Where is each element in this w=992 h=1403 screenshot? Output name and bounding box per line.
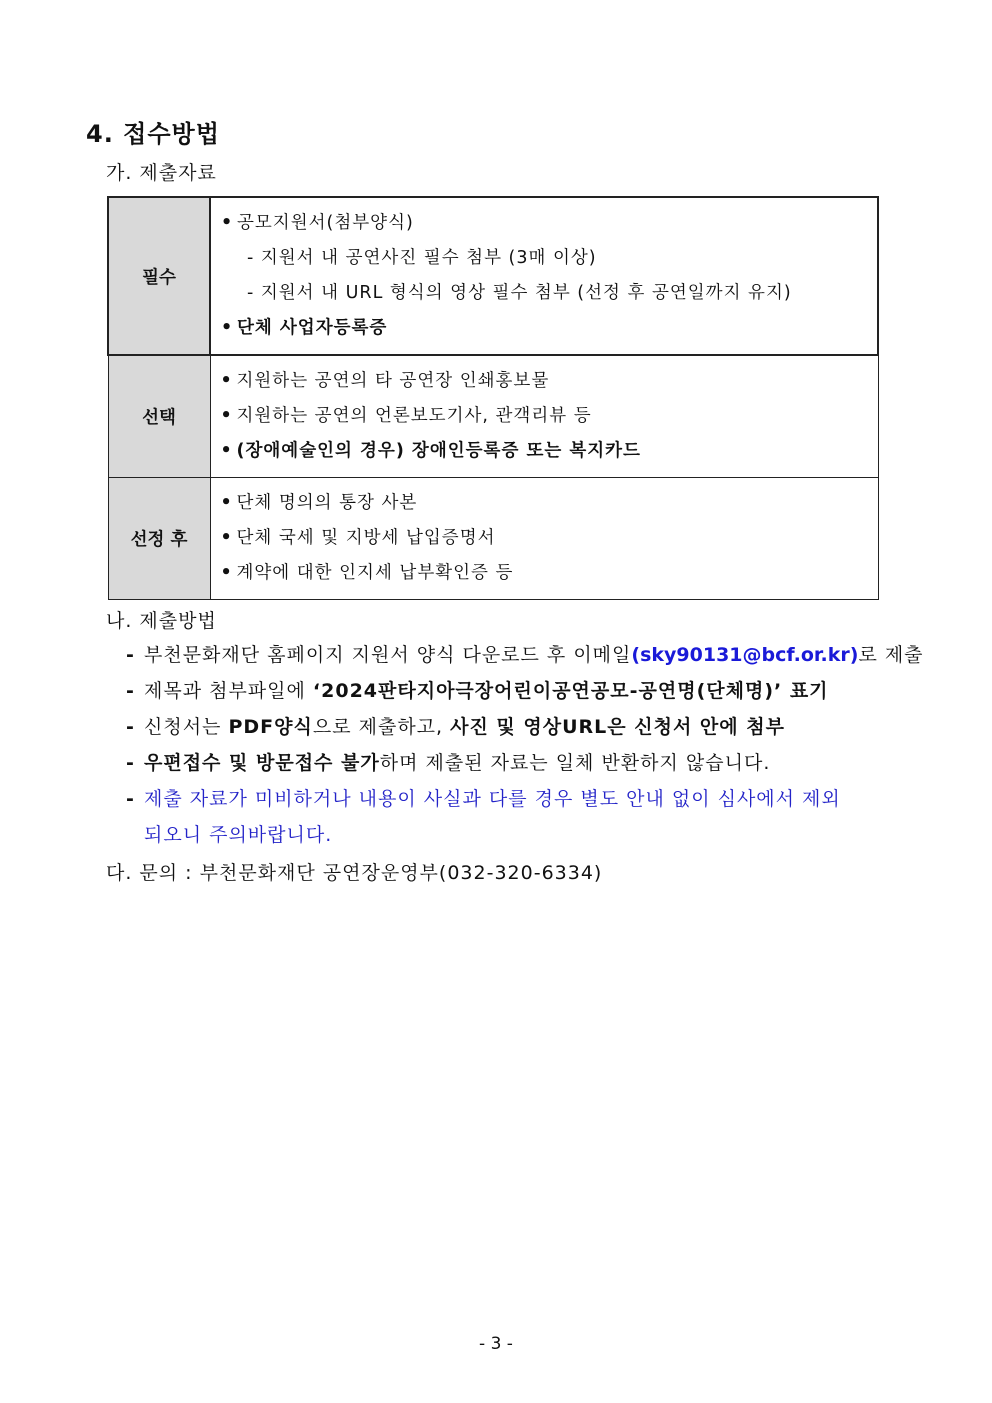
method-line-2-text: 제목과 첨부파일에: [144, 680, 313, 702]
email-address: (sky90131@bcf.or.kr): [631, 644, 859, 666]
subsection-a-label: 가. 제출자료: [106, 162, 217, 184]
bullet-icon: •: [220, 528, 233, 548]
page-number: - 3 -: [479, 1334, 513, 1354]
item-text: 단체 사업자등록증: [237, 318, 388, 338]
method-line-3-mid: 으로 제출하고,: [312, 716, 451, 738]
table-row: [108, 355, 878, 478]
dash-marker: -: [126, 752, 135, 774]
dash-marker: -: [126, 788, 135, 810]
category-cell: 선택: [108, 355, 210, 478]
method-line-1: [126, 637, 924, 673]
items-cell: [210, 197, 878, 355]
bullet-icon: •: [221, 213, 234, 233]
method-line-3-text: 신청서는: [144, 716, 229, 738]
method-line-3-bold-1: PDF양식: [228, 716, 313, 738]
documents-table: [107, 196, 879, 600]
item-text: 지원하는 공연의 타 공연장 인쇄홍보물: [236, 371, 550, 391]
bullet-icon: •: [220, 371, 233, 391]
dash-marker: -: [126, 680, 135, 702]
table-row: [108, 197, 878, 355]
item-text: 공모지원서(첨부양식): [237, 213, 414, 233]
item-text: 단체 명의의 통장 사본: [236, 493, 418, 513]
method-line-4-bold: 우편접수 및 방문접수 불가: [144, 752, 380, 774]
list-item: [221, 311, 877, 346]
list-item: [221, 486, 878, 521]
list-item: [221, 364, 878, 399]
table-row: [108, 478, 878, 600]
list-item: [221, 206, 877, 241]
item-text: - 지원서 내 URL 형식의 영상 필수 첨부 (선정 후 공연일까지 유지): [247, 283, 792, 303]
subsection-c-contact: 다. 문의 : 부천문화재단 공연장운영부(032-320-6334): [106, 862, 603, 884]
bullet-icon: •: [221, 318, 234, 338]
list-item: [221, 556, 878, 591]
method-line-4-text: 하며 제출된 자료는 일체 반환하지 않습니다.: [379, 752, 771, 774]
list-item: [221, 434, 878, 469]
bullet-icon: •: [220, 441, 233, 461]
list-item: [221, 521, 878, 556]
bullet-icon: •: [220, 493, 233, 513]
sub-item: [221, 276, 877, 311]
bullet-icon: •: [220, 406, 233, 426]
category-cell: 선정 후: [108, 478, 210, 600]
method-line-5-text: 제출 자료가 미비하거나 내용이 사실과 다를 경우 별도 안내 없이 심사에서 제외: [144, 788, 841, 810]
method-line-2-bold: ‘2024판타지아극장어린이공연공모-공연명(단체명)’ 표기: [312, 680, 829, 702]
method-line-3-bold-2: 사진 및 영상URL은 신청서 안에 첨부: [450, 716, 785, 738]
item-text: 지원하는 공연의 언론보도기사, 관객리뷰 등: [236, 406, 592, 426]
items-cell: [210, 355, 878, 478]
dash-marker: -: [126, 644, 135, 666]
section-title: 4. 접수방법: [86, 120, 220, 148]
method-line-3: [126, 709, 785, 745]
item-text: (장애예술인의 경우) 장애인등록증 또는 복지카드: [236, 441, 641, 461]
bullet-icon: •: [220, 563, 233, 583]
method-line-5: [126, 781, 841, 817]
method-line-4: [126, 745, 770, 781]
method-line-2: [126, 673, 829, 709]
item-text: 단체 국세 및 지방세 납입증명서: [236, 528, 496, 548]
method-line-1-text: 부천문화재단 홈페이지 지원서 양식 다운로드 후 이메일: [144, 644, 632, 666]
items-cell: [210, 478, 878, 600]
subsection-b-label: 나. 제출방법: [106, 610, 217, 632]
sub-item: [221, 241, 877, 276]
item-text: 계약에 대한 인지세 납부확인증 등: [236, 563, 514, 583]
list-item: [221, 399, 878, 434]
method-line-5-continued: 되오니 주의바랍니다.: [144, 824, 333, 846]
method-line-1-end: 로 제출: [858, 644, 924, 666]
dash-marker: -: [126, 716, 135, 738]
item-text: - 지원서 내 공연사진 필수 첨부 (3매 이상): [247, 248, 597, 268]
category-cell: 필수: [108, 197, 210, 355]
